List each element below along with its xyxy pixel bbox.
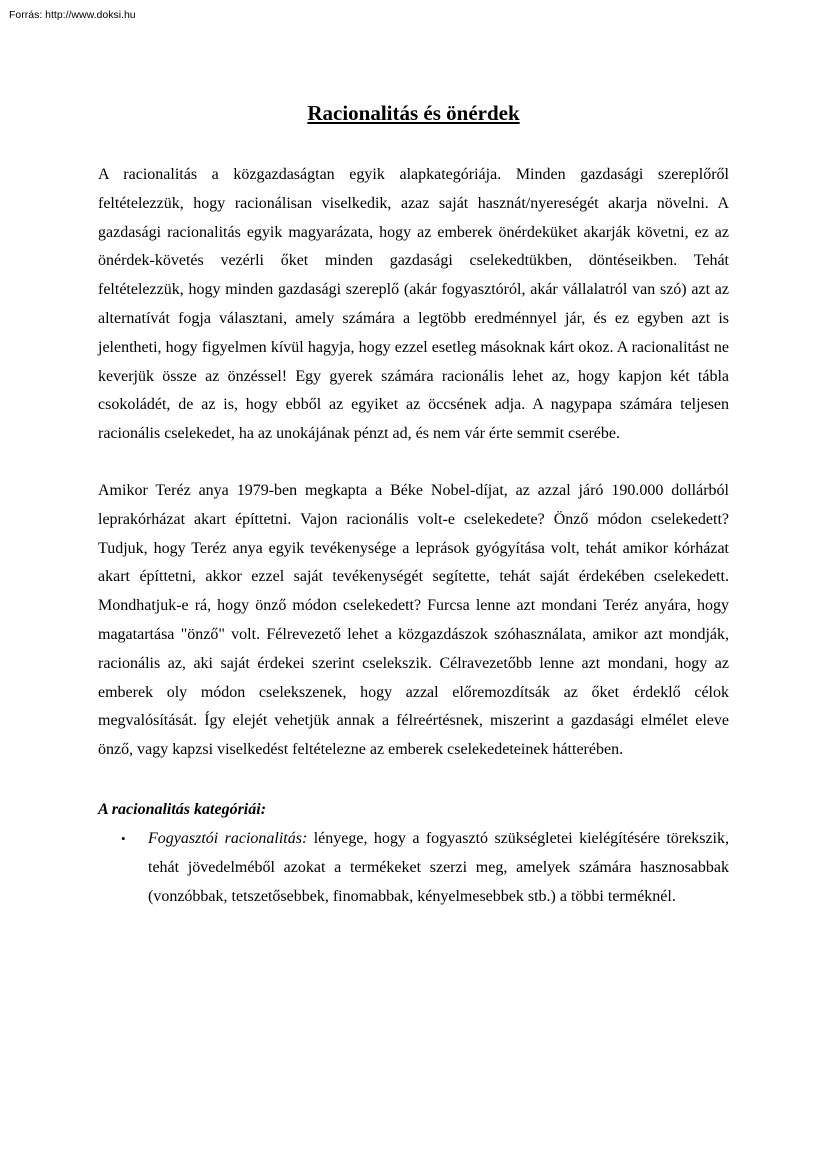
consumer-rationality-text: lényege, hogy a fogyasztó szükségletei kielégítésére törekszik, tehát jövedelméből azokat a termékeket szerzi meg, amelyek számára hasznosabbak (vonzóbbak, tetszetősebbek, finomabbak, kényelmesebbek stb.) a többi terméknél. xyxy=(148,829,729,905)
source-url-note: Forrás: http://www.doksi.hu xyxy=(9,9,136,21)
paragraph-rationality-definition: A racionalitás a közgazdaságtan egyik alapkategóriája. Minden gazdasági szereplőről feltételezzük, hogy racionálisan viselkedik, azaz saját hasznát/nyereségét akarja növelni. A gazdasági racionalitás egyik magyarázata, hogy az emberek önérdeküket akarják követni, ez az önérdek-követés vezérli őket minden gazdasági cselekedtükben, döntéseikben. Tehát feltételezzük, hogy minden gazdasági szereplő (akár fogyasztóról, akár vállalatról van szó) azt az alternatívát fogja választani, amely számára a legtöbb eredménnyel jár, és ez egyben azt is jelentheti, hogy figyelmen kívül hagyja, hogy ezzel esetleg másoknak kárt okoz. A racionalitást ne keverjük össze az önzéssel! Egy gyerek számára racionális lehet az, hogy kapjon két tábla csokoládét, de az is, hogy ebből az egyiket az öccsének adja. A nagypapa számára teljesen racionális cselekedet, ha az unokájának pénzt ad, és nem vár érte semmit cserébe. xyxy=(98,166,729,443)
page-title: Racionalitás és önérdek xyxy=(307,101,520,125)
categories-list xyxy=(98,824,729,911)
bullet-icon: • xyxy=(121,830,126,846)
document-page xyxy=(98,98,729,911)
paragraph-mother-teresa-example: Amikor Teréz anya 1979-ben megkapta a Béke Nobel-díjat, az azzal járó 190.000 dollárból leprakórházat akart építtetni. Vajon racionális volt-e cselekedete? Önző módon cselekedett? Tudjuk, hogy Teréz anya egyik tevékenysége a leprások gyógyítása volt, tehát amikor kórházat akart építtetni, akkor ezzel saját tevékenységét segítette, tehát saját érdekében cselekedett. Mondhatjuk-e rá, hogy önző módon cselekedett? Furcsa lenne azt mondani Teréz anyára, hogy magatartása "önző" volt. Félrevezető lehet a közgazdászok szóhasználata, amikor azt mondják, racionális az, aki saját érdekei szerint cselekszik. Célravezetőbb lenne azt mondani, hogy az emberek oly módon cselekszenek, hogy azzal előremozdítsák az őket érdeklő célok megvalósítását. Így elejét vehetjük annak a félreértésnek, miszerint a gazdasági elmélet eleve önző, vagy kapzsi viselkedést feltételezne az emberek cselekedeteinek hátterében. xyxy=(98,481,729,759)
list-item xyxy=(98,824,729,911)
consumer-rationality-term: Fogyasztói racionalitás: xyxy=(148,829,308,847)
section-heading-categories: A racionalitás kategóriái: xyxy=(98,800,267,818)
